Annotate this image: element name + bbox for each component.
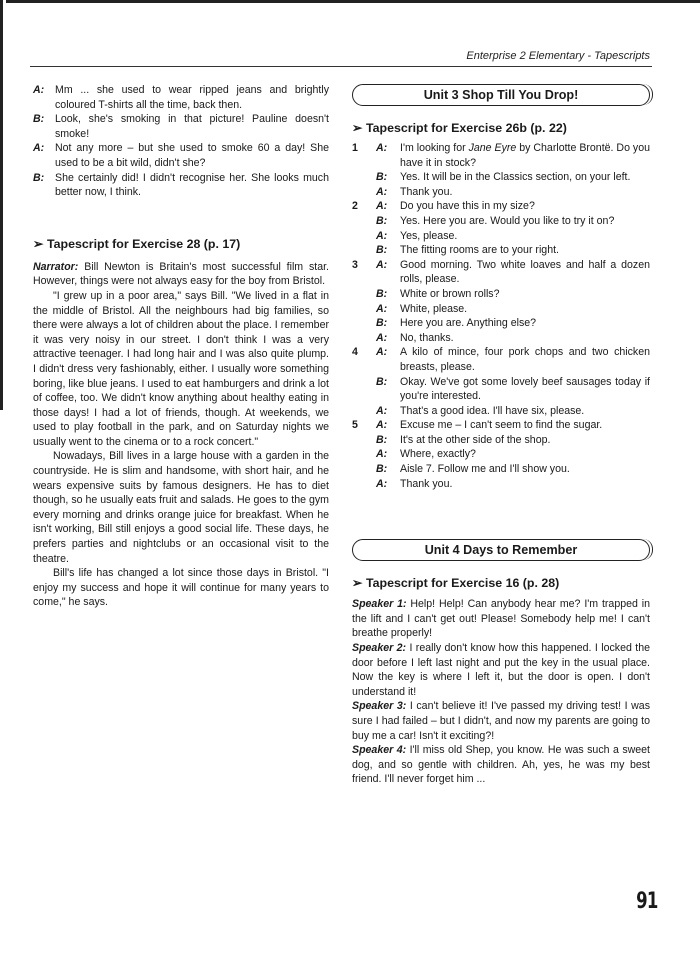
exercise-26b-heading: ➢ Tapescript for Exercise 26b (p. 22) (352, 121, 567, 135)
dialogue-line: A: Thank you. (376, 477, 453, 490)
dialogue-line: B: Yes. Here you are. Would you like to try it on? (376, 214, 615, 227)
page-number: 91 (636, 889, 658, 914)
dialogue-line: B: Look, she's smoking in that picture! Pauline doesn't smoke! (33, 113, 329, 140)
running-header: Enterprise 2 Elementary - Tapescripts (466, 50, 650, 62)
arrow-icon: ➢ (352, 576, 363, 591)
dialogue-line: B: Here you are. Anything else? (376, 317, 537, 330)
header-rule (30, 66, 652, 67)
arrow-icon: ➢ (33, 236, 44, 251)
story-paragraph-3: Bill's life has changed a lot since those days in Bristol. "I enjoy my success and hope it will continue for many years to come," he says. (33, 567, 329, 609)
unit-3-dialogues (352, 141, 650, 491)
dialogue-line: A: No, thanks. (376, 331, 454, 344)
left-edge-bar (0, 0, 3, 410)
story-paragraph-2: Nowadays, Bill lives in a large house with a garden in the countryside. He is slim and handsome, with short hair, and he wears expensive suits by famous designers. He has to diet though, so he usually eats fruit and salads. He goes to the gym every morning and drinks orange juice for breakfast. When he isn't working, Bill still enjoys a good social life. These days, he prefers parties and nightclubs or an occasional visit to the theatre. (33, 450, 329, 565)
unit-3-title-box: Unit 3 Shop Till You Drop! (352, 84, 650, 106)
narrator-paragraph: Narrator: Bill Newton is Britain's most successful film star. However, things were not always easy for the boy from Bristol. (33, 260, 329, 288)
dialogue-block (33, 83, 329, 200)
dialogue-line: A: Mm ... she used to wear ripped jeans and brightly coloured T-shirts all the time, back then. (33, 84, 329, 111)
unit-4-title-box: Unit 4 Days to Remember (352, 539, 650, 561)
dialogue-line: B: She certainly did! I didn't recognise her. She looks much better now, I think. (33, 171, 329, 199)
dialogue-line: A: White, please. (376, 302, 468, 315)
arrow-icon: ➢ (352, 121, 363, 135)
dialogue-line: 5 A: Excuse me – I can't seem to find the sugar. (352, 419, 603, 432)
dialogue-line: B: Aisle 7. Follow me and I'll show you. (376, 463, 570, 476)
speaker-paragraph: Speaker 2: I really don't know how this happened. I locked the door before I left last night and put the key in the usual place. Now the key is where I left it, but the door is open. I don't understand it! (352, 642, 650, 698)
top-rule (6, 0, 700, 3)
exercise-28-heading: ➢ Tapescript for Exercise 28 (p. 17) (33, 236, 241, 251)
dialogue-line: 2 A: Do you have this in my size? (352, 200, 535, 213)
dialogue-line: 4 A: A kilo of mince, four pork chops and two chicken breasts, please. (352, 346, 650, 373)
dialogue-line: B: The fitting rooms are to your right. (376, 244, 559, 257)
dialogue-line: A: Yes, please. (376, 229, 458, 242)
dialogue-line: A: That's a good idea. I'll have six, please. (376, 404, 585, 417)
right-column (352, 84, 650, 787)
dialogue-line: 3 A: Good morning. Two white loaves and half a dozen rolls, please. (352, 258, 650, 286)
dialogue-line: B: White or brown rolls? (376, 287, 500, 300)
dialogue-line: A: Thank you. (376, 185, 453, 198)
left-column (33, 83, 329, 610)
dialogue-line: A: Not any more – but she used to smoke 60 a day! She used to be a bit wild, didn't she? (33, 142, 329, 169)
dialogue-line: A: Where, exactly? (376, 448, 476, 461)
dialogue-line: 1 A: I'm looking for Jane Eyre by Charlotte Brontë. Do you have it in stock? (352, 142, 651, 169)
exercise-16-heading: ➢ Tapescript for Exercise 16 (p. 28) (352, 576, 560, 591)
dialogue-line: B: It's at the other side of the shop. (376, 433, 551, 446)
dialogue-line: B: Okay. We've got some lovely beef sausages today if you're interested. (376, 375, 650, 403)
speaker-paragraph: Speaker 1: Help! Help! Can anybody hear me? I'm trapped in the lift and I can't get out! Please! Somebody help me! I can't breathe properly! (352, 598, 650, 640)
speaker-paragraph: Speaker 3: I can't believe it! I've passed my driving test! I was sure I had failed – but I didn't, and now my parents are going to buy me a car! Isn't it exciting?! (352, 700, 650, 742)
speaker-paragraph: Speaker 4: I'll miss old Shep, you know. He was such a sweet dog, and so gentle with children. Ah, yes, he was my best friend. I'll never forget him ... (352, 744, 650, 786)
dialogue-line: B: Yes. It will be in the Classics section, on your left. (376, 171, 631, 184)
story-paragraph-1: "I grew up in a poor area," says Bill. "We lived in a flat in the middle of Bristol. All the neighbours had big families, so there were always a lot of children about the place. I remember it was very noisy in our street. I don't think I was a very attractive teenager. I had long hair and I was also quite plump. I didn't dress very fashionably, either. I usually wore something boring, like blue jeans. I used to eat hamburgers and drink a lot of coffee, too. We didn't know anything about healthy eating in those days! I had a lot of friends, though. At weekends, we used to play football in the park, and on Saturday nights we usually went to the cinema or to a rock concert." (33, 289, 329, 448)
